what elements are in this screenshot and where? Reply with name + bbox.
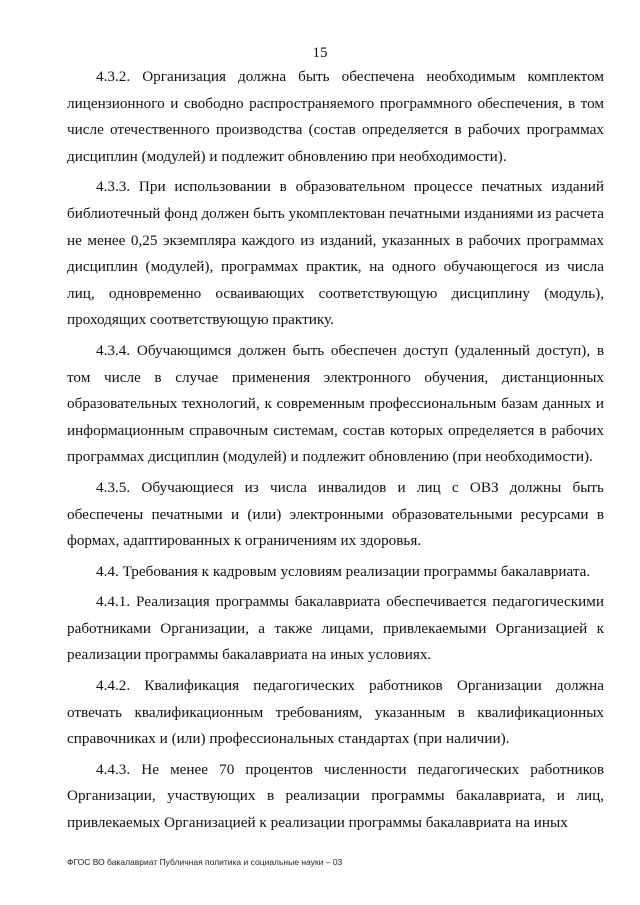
paragraph-4-4-1: 4.4.1. Реализация программы бакалавриата обеспечивается педагогическими работниками Организации, а также лицами, привлекаемыми Организацией к реализации программы бакалавриата на иных условиях. <box>67 593 604 664</box>
paragraph-4-3-3: 4.3.3. При использовании в образовательном процессе печатных изданий библиотечный фонд должен быть укомплектован печатными изданиями из расчета не менее 0,25 экземпляра каждого из изданий, указанных в рабочих программах дисциплин (модулей), программах практик, на одного обучающегося из числа лиц, одновременно осваивающих соответствующую дисциплину (модуль), проходящих соответствующую практику. <box>67 178 604 329</box>
paragraph-4-3-2: 4.3.2. Организация должна быть обеспечена необходимым комплектом лицензионного и свободно распространяемого программного обеспечения, в том числе отечественного производства (состав определяется в рабочих программах дисциплин (модулей) и подлежит обновлению при необходимости). <box>67 68 604 165</box>
section-heading-4-4: 4.4. Требования к кадровым условиям реализации программы бакалавриата. <box>96 562 591 580</box>
page-number: 15 <box>312 45 328 61</box>
paragraph-4-3-4: 4.3.4. Обучающимся должен быть обеспечен доступ (удаленный доступ), в том числе в случае применения электронного обучения, дистанционных образовательных технологий, к современным профессиональным базам данных и информационным справочным системам, состав которых определяется в рабочих программах дисциплин (модулей) и подлежит обновлению (при необходимости). <box>67 341 604 466</box>
paragraph-4-4-2: 4.4.2. Квалификация педагогических работников Организации должна отвечать квалификационным требованиям, указанным в квалификационных справочниках и (или) профессиональных стандартах (при наличии). <box>67 677 604 748</box>
paragraph-4-4-3: 4.4.3. Не менее 70 процентов численности педагогических работников Организации, участвующих в реализации программы бакалавриата, и лиц, привлекаемых Организацией к реализации программы бакалавриата на иных <box>67 760 604 832</box>
paragraph-4-3-5: 4.3.5. Обучающиеся из числа инвалидов и лиц с ОВЗ должны быть обеспечены печатными и (или) электронными образовательными ресурсами в формах, адаптированных к ограничениям их здоровья. <box>67 478 604 550</box>
document-body <box>67 64 604 841</box>
page-footer: ФГОС ВО бакалавриат Публичная политика и социальные науки – 03 <box>67 857 343 867</box>
